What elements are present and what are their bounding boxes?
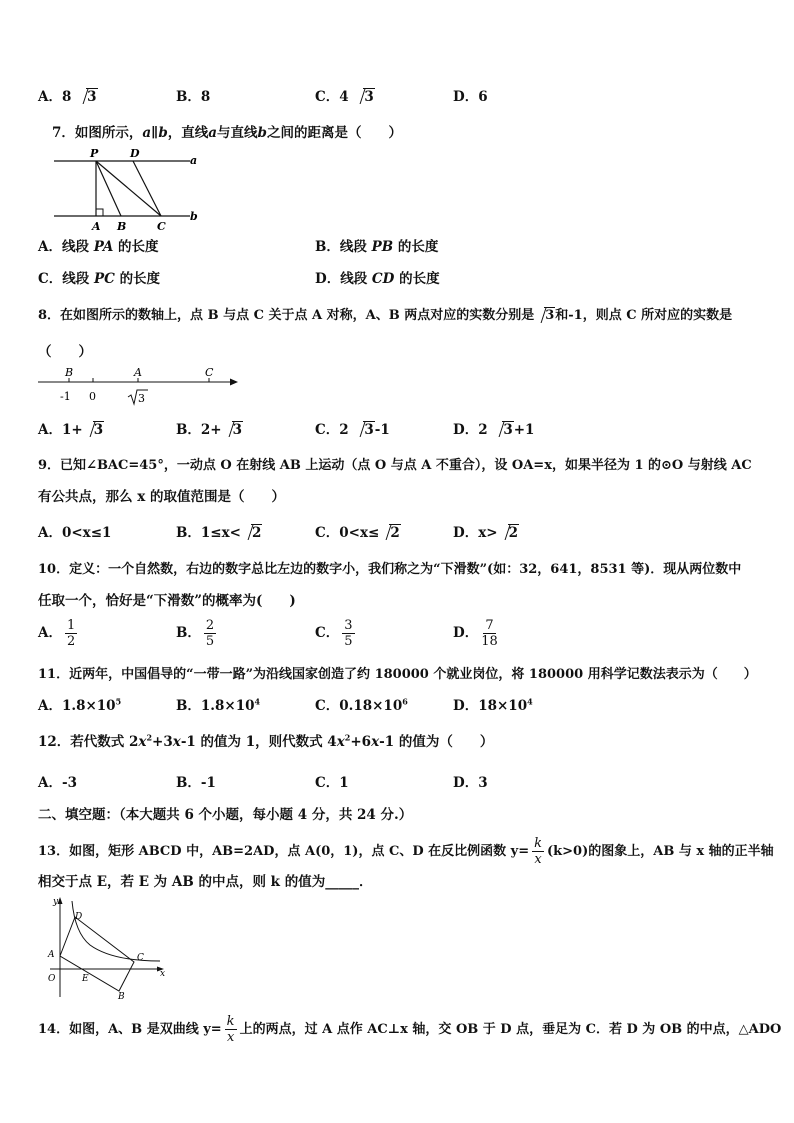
question-14-line1: 14．如图，A、B 是双曲线 y= $\frac{k}{x}$ 上的两点，过 A 点作 AC⊥x 轴，交 OB 于 D 点，垂足为 C．若 D 为 OB 的中点，△ADO <box>38 1014 782 1045</box>
question-7-figure <box>50 146 210 234</box>
label-x: x <box>160 969 166 979</box>
label-zero: 0 <box>89 390 96 403</box>
option-a: A．0<x≤1 <box>38 525 112 541</box>
label-b: B <box>65 366 74 379</box>
option-c: C．0<x≤ 2 <box>315 525 400 541</box>
option-b: B． $\frac{2}{5}$ <box>176 618 215 649</box>
question-10-line1: 10．定义：一个自然数，右边的数字总比左边的数字小，我们称之为“下滑数”(如：32，641，8531 等)．现从两位数中 <box>38 562 742 577</box>
y-arrow-icon <box>58 897 63 904</box>
question-8-stem: 8．在如图所示的数轴上，点 B 与点 C 关于点 A 对称，A、B 两点对应的实数分别是 3和-1，则点 C 所对应的实数是 <box>38 308 733 323</box>
label-c: C <box>205 366 214 379</box>
label-e: E <box>82 974 89 984</box>
hyperbola-curve <box>72 901 160 961</box>
label-c: C <box>137 953 144 963</box>
number-line-figure <box>34 364 244 410</box>
option-a: A．$1.8\times 10^5$ <box>38 696 122 714</box>
option-b: B．2+ 3 <box>176 422 243 438</box>
option-d: D．2 3+1 <box>453 422 535 438</box>
label-a-line: a <box>190 154 198 167</box>
question-12-stem: 12．若代数式 $2x^2+3x-1$ 的值为 1，则代数式 $4x^2+6x-1$ 的值为（ ） <box>38 732 494 750</box>
label-d: D <box>130 147 140 160</box>
label-p: P <box>90 147 99 160</box>
option-c: C．$0.18\times 10^6$ <box>315 696 408 714</box>
label-a: A <box>134 366 142 379</box>
option-c: C．1 <box>315 775 349 791</box>
option-b: B．1≤x< 2 <box>176 525 262 541</box>
option-a: A．线段 PA 的长度 <box>38 239 159 255</box>
label-b: B <box>117 220 127 233</box>
label-a: A <box>48 950 55 960</box>
segment-dc <box>133 161 161 216</box>
option-b: B．$1.8\times 10^4$ <box>176 696 261 714</box>
option-d: D．x> 2 <box>453 525 518 541</box>
option-a: A． $\frac{1}{2}$ <box>38 618 76 649</box>
section-heading: 二、填空题：（本大题共 6 个小题，每小题 4 分，共 24 分.） <box>38 807 413 823</box>
question-8-paren: （ ） <box>38 344 92 360</box>
option-d: D．$18\times 10^4$ <box>453 696 533 714</box>
segment-pb <box>96 161 121 216</box>
option-c: C．4 3 <box>315 89 374 105</box>
label-a: A <box>92 220 101 233</box>
label-d: D <box>75 912 83 922</box>
question-9-line1: 9．已知∠BAC=45°，一动点 O 在射线 AB 上运动（点 O 与点 A 不重合），设 OA=x，如果半径为 1 的⊙O 与射线 AC <box>38 458 752 473</box>
option-d: D．3 <box>453 775 488 791</box>
label-b-line: b <box>190 210 198 223</box>
option-b: B．-1 <box>176 775 216 791</box>
option-c: C．2 3-1 <box>315 422 390 438</box>
label-o: O <box>48 974 56 984</box>
question-13-line1: 13．如图，矩形 ABCD 中，AB=2AD，点 A(0，1)，点 C、D 在反比例函数 y= $\frac{k}{x}$ (k>0)的图象上，AB 与 x 轴的正半轴 <box>38 836 774 867</box>
question-11-stem: 11．近两年，中国倡导的“一带一路”为沿线国家创造了约 180000 个就业岗位，将 180000 用科学记数法表示为（ ） <box>38 667 757 682</box>
segment-pc <box>96 161 161 216</box>
option-a: A．8 3 <box>38 89 97 105</box>
right-angle-mark <box>96 209 103 216</box>
option-d: D． $\frac{7}{18}$ <box>453 618 498 649</box>
rectangle-abcd <box>60 917 134 991</box>
question-7-stem: 7．如图所示，a∥b，直线a与直线b之间的距离是（ ） <box>52 125 402 141</box>
question-13-line2: 相交于点 E，若 E 为 AB 的中点，则 k 的值为_____． <box>38 874 373 890</box>
option-a: A．1+ 3 <box>38 422 104 438</box>
label-neg1: -1 <box>60 390 71 403</box>
option-b: B．线段 PB 的长度 <box>315 239 439 255</box>
question-10-line2: 任取一个，恰好是“下滑数”的概率为( ) <box>38 593 296 609</box>
label-b: B <box>118 992 125 1001</box>
question-9-line2: 有公共点，那么 x 的取值范围是（ ） <box>38 489 285 505</box>
question-13-figure <box>42 893 172 1001</box>
option-c: C．线段 PC 的长度 <box>38 271 161 287</box>
option-d: D．6 <box>453 89 488 105</box>
label-sqrt3: 3 <box>138 392 145 405</box>
option-d: D．线段 CD 的长度 <box>315 271 440 287</box>
option-a: A．-3 <box>38 775 77 791</box>
label-y: y <box>53 897 59 907</box>
option-b: B．8 <box>176 89 211 105</box>
option-c: C． $\frac{3}{5}$ <box>315 618 353 649</box>
arrow-icon <box>230 379 238 386</box>
label-c: C <box>157 220 166 233</box>
